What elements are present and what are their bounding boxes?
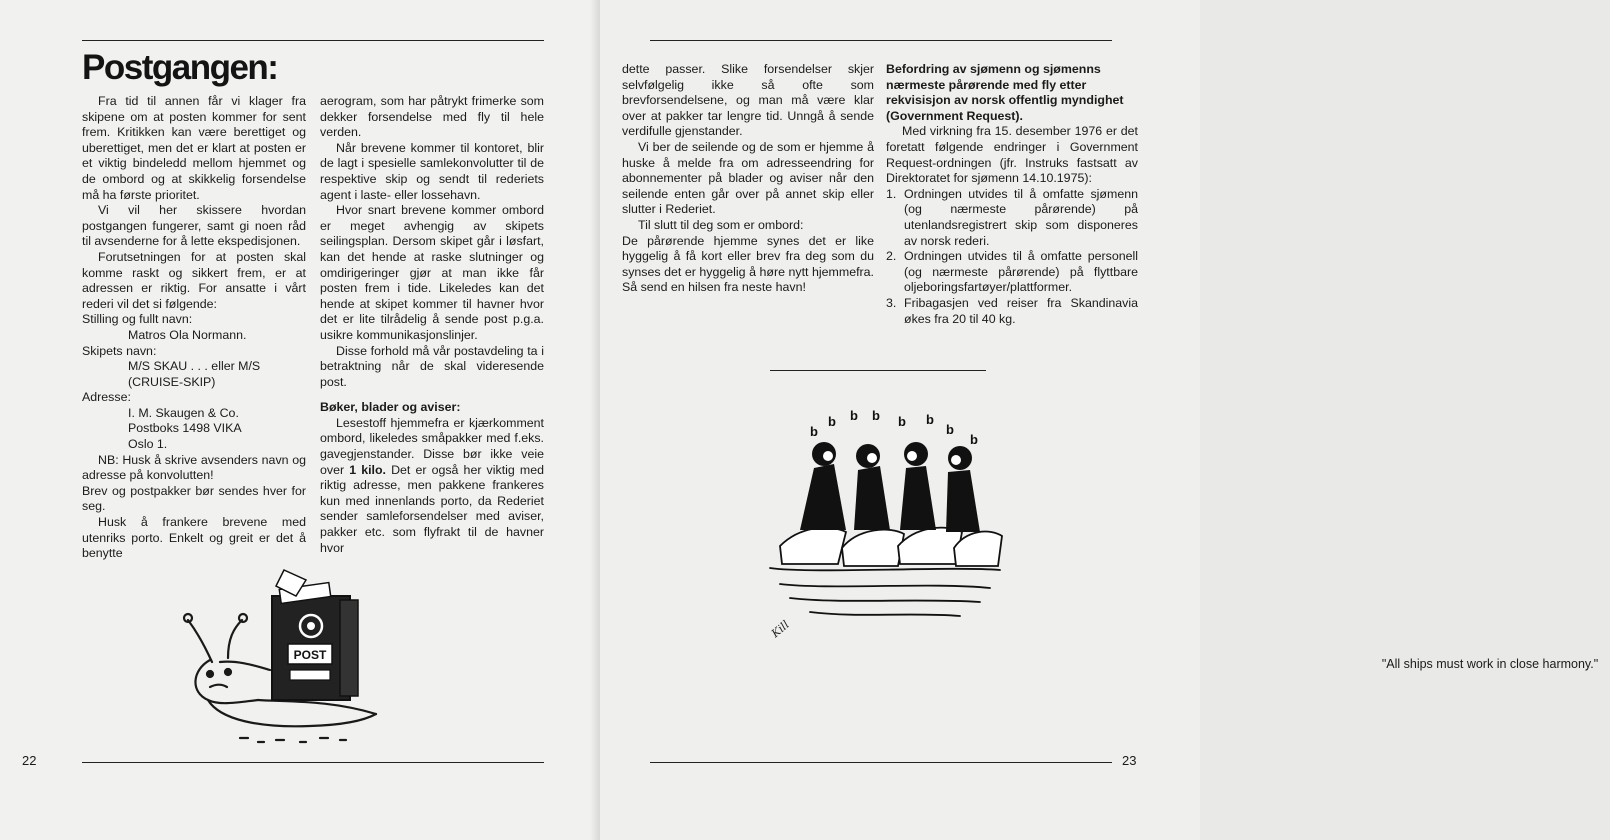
top-rule bbox=[82, 40, 544, 41]
list-item: 3. Fribagasjen ved reiser fra Skandinavia økes fra 20 til 40 kg. bbox=[886, 295, 1138, 326]
address-line: Oslo 1. bbox=[128, 437, 168, 452]
address-line: I. M. Skaugen & Co. bbox=[128, 405, 239, 420]
paragraph: Når brevene kommer til kontoret, blir de lagt i spesielle samlekonvolutter til de respektive skip og sendt til rederiets agent i laste- eller lossehavn. bbox=[320, 140, 544, 202]
left-column-1 bbox=[82, 94, 306, 562]
paragraph: Hvor snart brevene kommer ombord er meget avhengig av skipets seilingsplan. Dersom skipet går i løsfart, kan det hende at raske slutninger og omdirigeringer gjør at man ikke får posten frem i tide. Likeledes kan det hende at skipet kommer til havner hvor det er lite tilrådelig å sende post p.g.a. usikre kommunikasjonslinjer. bbox=[320, 203, 544, 342]
bottom-rule bbox=[82, 762, 544, 763]
address-label: Stilling og fullt navn: bbox=[82, 312, 193, 327]
mailbox-sign: POST bbox=[293, 648, 327, 662]
address-label: Skipets navn: bbox=[82, 343, 157, 358]
svg-text:b: b bbox=[828, 414, 836, 429]
paragraph: Husk å frankere brevene med utenriks porto. Enkelt og greit er det å benytte bbox=[82, 515, 306, 561]
cartoon-caption: "All ships must work in close harmony." bbox=[1381, 657, 1599, 671]
list-item: 1. Ordningen utvides til å omfatte sjømenn (og nærmeste pårørende) på utenlandsregistrert skip som disponeres av norsk rederi. bbox=[886, 186, 1138, 248]
page-number: 23 bbox=[1122, 753, 1137, 768]
section-heading: Befordring av sjømenn og sjømenns nærmeste pårørende med fly etter rekvisisjon av norsk offentlig myndighet (Government Request). bbox=[886, 62, 1124, 123]
svg-text:b: b bbox=[926, 412, 934, 427]
paragraph: Vi ber de seilende og de som er hjemme å huske å melde fra om adresseendring for abonnementer på blader og aviser når den seilende enten går over på annet skip eller slutter i Rederiet. bbox=[622, 139, 874, 217]
top-rule bbox=[650, 40, 1112, 41]
left-column-2 bbox=[320, 94, 544, 556]
page-number: 22 bbox=[22, 753, 37, 768]
paragraph: Med virkning fra 15. desember 1976 er det foretatt følgende endringer i Government Request-ordningen (jfr. Instruks fastsatt av Direktoratet for sjømenn 14.10.1975): bbox=[886, 124, 1138, 186]
right-column-1 bbox=[622, 62, 874, 296]
svg-text:b: b bbox=[970, 432, 978, 447]
separator-rule bbox=[770, 370, 986, 371]
address-value: Matros Ola Normann. bbox=[128, 327, 247, 342]
paragraph: Fra tid til annen får vi klager fra skipene om at posten kommer for sent frem. Kritikken kan være berettiget og uberettiget, men det er klart at posten er et viktig bindeledd mellom hjemmet og de ombord og at skikkelig forsendelse må ha første prioritet. bbox=[82, 94, 306, 202]
right-page bbox=[600, 0, 1599, 840]
paragraph: Brev og postpakker bør sendes hver for seg. bbox=[82, 483, 306, 514]
paragraph: Vi vil her skissere hvordan postgangen fungerer, samt gi noen råd til avsenderne for å lette ekspedisjonen. bbox=[82, 203, 306, 249]
changes-list bbox=[886, 187, 1138, 327]
paragraph: Disse forhold må vår postavdeling ta i betraktning når de skal videresende post. bbox=[320, 343, 544, 389]
right-column-2 bbox=[886, 62, 1138, 327]
page-title: Postgangen: bbox=[82, 48, 278, 87]
list-item: 2. Ordningen utvides til å omfatte personell (og nærmeste pårørende) på flyttbare oljeboringsfartøyer/plattformer. bbox=[886, 249, 1138, 295]
cartoon-signature: Kill bbox=[768, 618, 792, 641]
svg-text:b: b bbox=[810, 424, 818, 439]
paragraph: Forutsetningen for at posten skal komme raskt og sikkert frem, er at adressen er riktig. For ansatte i vårt rederi vil det si følgende: bbox=[82, 249, 306, 311]
ships-cartoon-illustration bbox=[750, 398, 1010, 648]
nb-note: NB: Husk å skrive avsenders navn og adresse på konvolutten! bbox=[82, 452, 306, 483]
snail-mailbox-illustration bbox=[180, 570, 390, 750]
bottom-rule bbox=[650, 762, 1112, 763]
section-heading: Bøker, blader og aviser: bbox=[320, 400, 461, 415]
paragraph: dette passer. Slike forsendelser skjer selvfølgelig ikke så ofte som brevforsendelsene, og man må være klar over at pakker tar lengre tid. Unngå å sende verdifulle gjenstander. bbox=[622, 62, 874, 139]
svg-text:b: b bbox=[898, 414, 906, 429]
address-label: Adresse: bbox=[82, 390, 131, 405]
paragraph: Til slutt til deg som er ombord: bbox=[638, 217, 804, 232]
svg-text:b: b bbox=[872, 408, 880, 423]
left-page bbox=[0, 0, 600, 840]
svg-text:b: b bbox=[850, 408, 858, 423]
paragraph: De pårørende hjemme synes det er like hyggelig å få kort eller brev fra deg som du synses det er hyggelig å høre nytt hjemmefra. Så send en hilsen fra neste havn! bbox=[622, 233, 874, 295]
paragraph: aerogram, som har påtrykt frimerke som dekker forsendelse med fly til hele verden. bbox=[320, 94, 544, 140]
address-line: Postboks 1498 VIKA bbox=[128, 421, 242, 436]
svg-text:b: b bbox=[946, 422, 954, 437]
paragraph: Lesestoff hjemmefra er kjærkomment ombord, likeledes småpakker med f.eks. gavegjenstander. Disse bør ikke veie over 1 kilo. Det er også her viktig med riktig adresse, men pakkene frankeres kun med innenlands porto, da Rederiet sender samleforsendelser med aviser, pakker etc. som flyfrakt til de havner hvor bbox=[320, 415, 544, 555]
address-value: M/S SKAU . . . eller M/S (CRUISE-SKIP) bbox=[128, 359, 261, 389]
